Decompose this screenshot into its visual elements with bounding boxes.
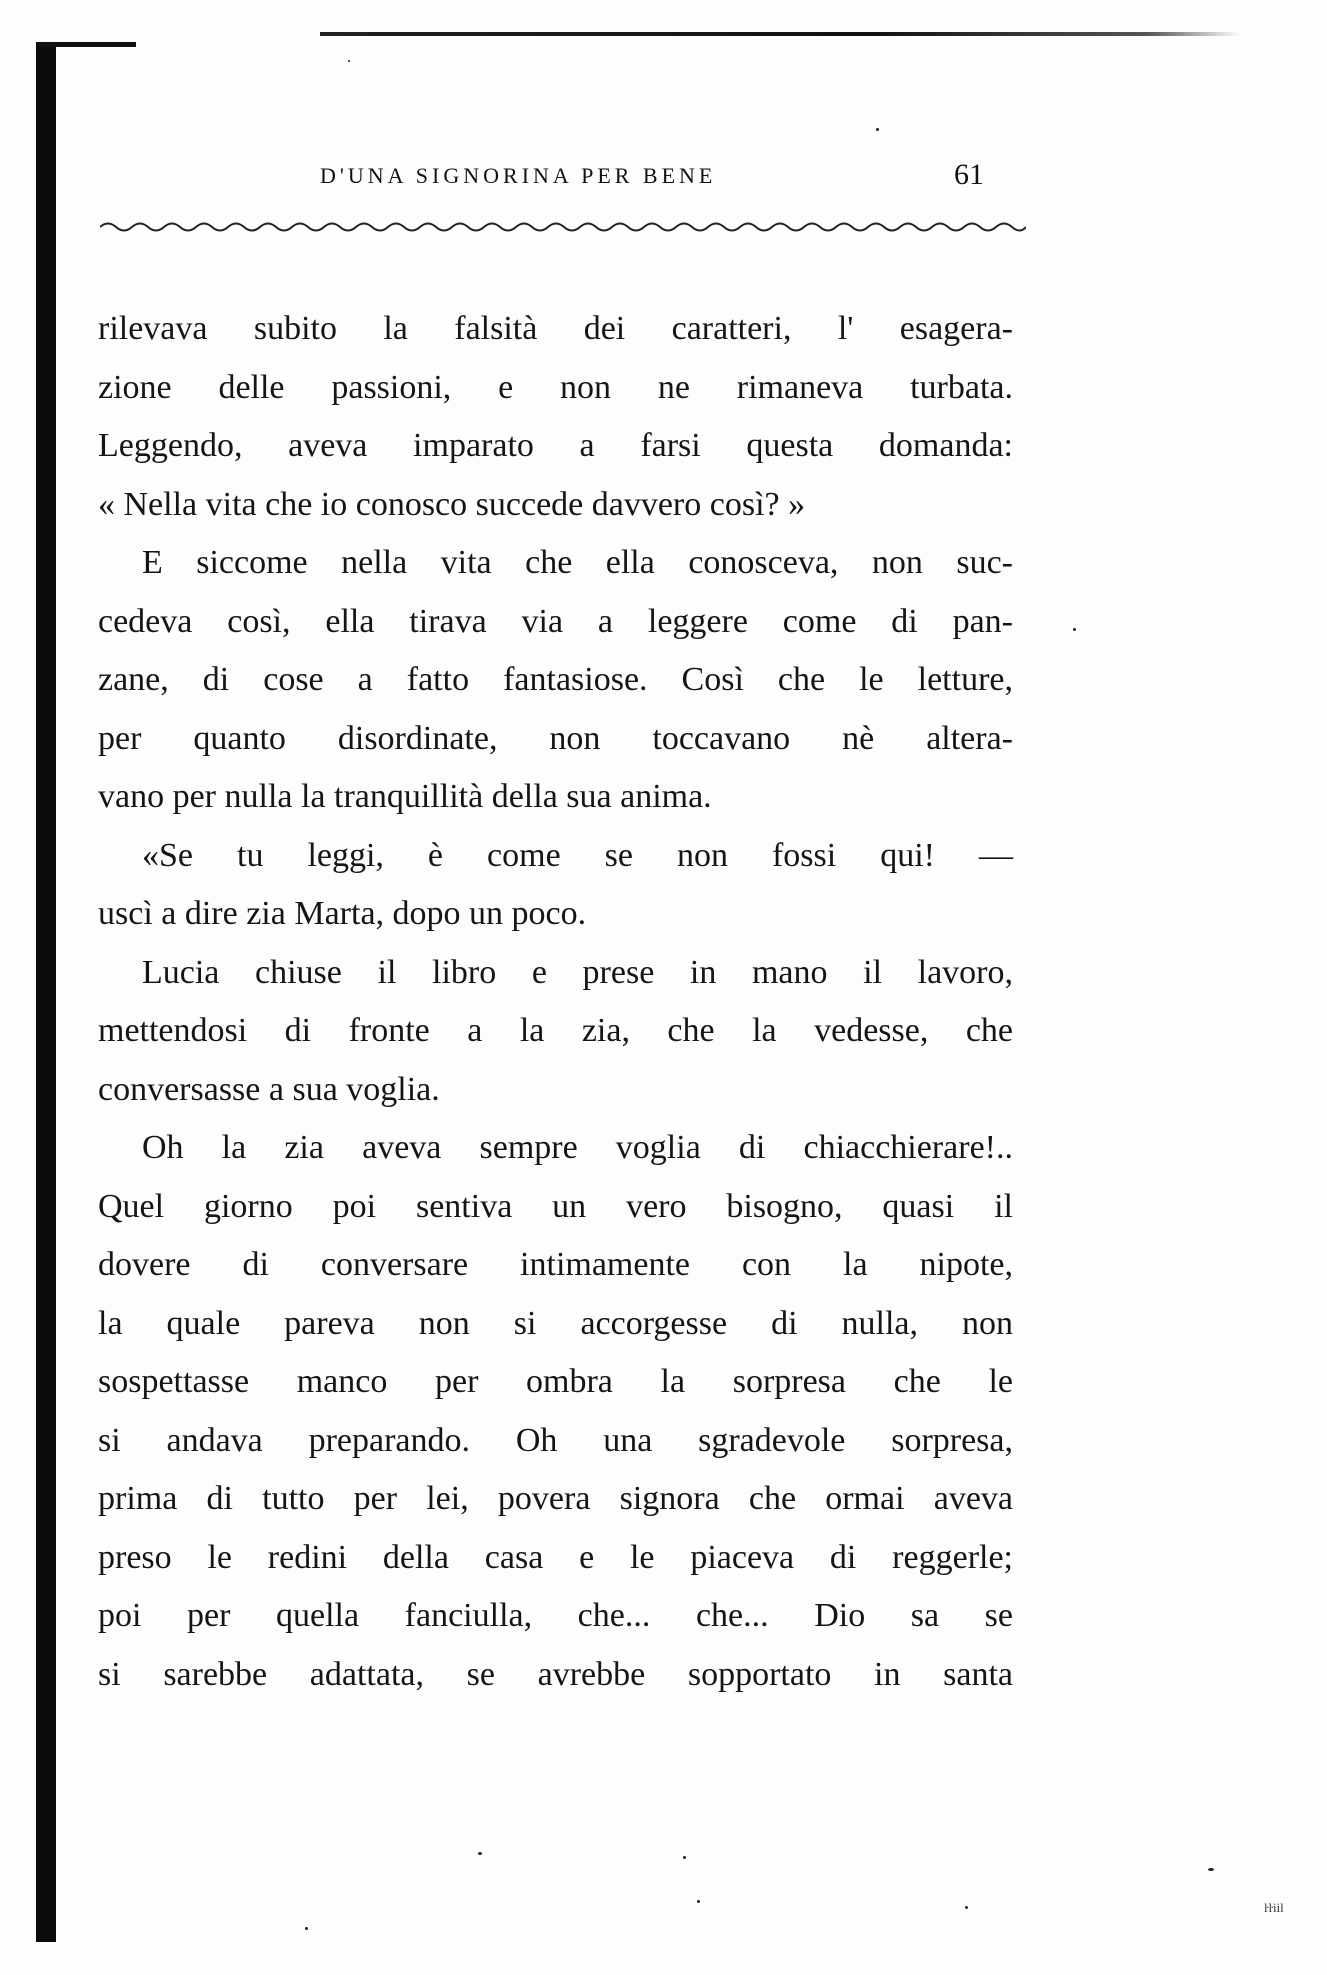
text-line: Oh la zia aveva sempre voglia di chiacchierare!..: [142, 1129, 1013, 1166]
scan-corner-mark: [36, 42, 136, 47]
text-line: vano per nulla la tranquillità della sua anima.: [98, 778, 712, 815]
text-line: prima di tutto per lei, povera signora che ormai aveva: [98, 1480, 1013, 1517]
running-title: D'UNA SIGNORINA PER BENE: [320, 163, 717, 188]
text-line: zione delle passioni, e non ne rimaneva turbata.: [98, 368, 1013, 406]
text-line: rilevava subito la falsità dei caratteri, l' esagera-: [98, 310, 1013, 347]
text-line: E siccome nella vita che ella conosceva, non suc-: [142, 544, 1013, 581]
text-line: Leggendo, aveva imparato a farsi questa domanda:: [98, 427, 1013, 464]
text-line: « Nella vita che io conosco succede davvero così? »: [98, 485, 806, 523]
text-line: preso le redini della casa e le piaceva di reggerle;: [98, 1538, 1013, 1576]
text-line: Lucia chiuse il libro e prese in mano il lavoro,: [142, 953, 1013, 991]
text-line: si sarebbe adattata, se avrebbe sopportato in santa: [98, 1655, 1013, 1693]
text-line: si andava preparando. Oh una sgradevole sorpresa,: [98, 1421, 1013, 1459]
text-line: la quale pareva non si accorgesse di nulla, non: [98, 1304, 1013, 1342]
text-line: cedeva così, ella tirava via a leggere come di pan-: [98, 602, 1013, 640]
scan-left-edge: [36, 42, 56, 1942]
text-line: zane, di cose a fatto fantasiose. Così che le letture,: [98, 661, 1013, 698]
text-line: «Se tu leggi, è come se non fossi qui! —: [142, 836, 1013, 874]
text-line: Quel giorno poi sentiva un vero bisogno, quasi il: [98, 1187, 1013, 1225]
ornamental-rule: [100, 218, 1026, 232]
text-line: per quanto disordinate, non toccavano nè altera-: [98, 719, 1013, 757]
text-line: mettendosi di fronte a la zia, che la vedesse, che: [98, 1012, 1013, 1049]
page-number: 61: [954, 158, 984, 191]
margin-mark: ŀŀiil: [1264, 1900, 1284, 1915]
body-text: [98, 300, 1013, 1704]
text-line: uscì a dire zia Marta, dopo un poco.: [98, 895, 587, 932]
text-line: dovere di conversare intimamente con la nipote,: [98, 1246, 1013, 1283]
text-line: sospettasse manco per ombra la sorpresa che le: [98, 1363, 1013, 1400]
text-line: conversasse a sua voglia.: [98, 1070, 440, 1108]
text-line: poi per quella fanciulla, che... che... Dio sa se: [98, 1597, 1013, 1634]
scan-top-rule: [320, 32, 1240, 36]
